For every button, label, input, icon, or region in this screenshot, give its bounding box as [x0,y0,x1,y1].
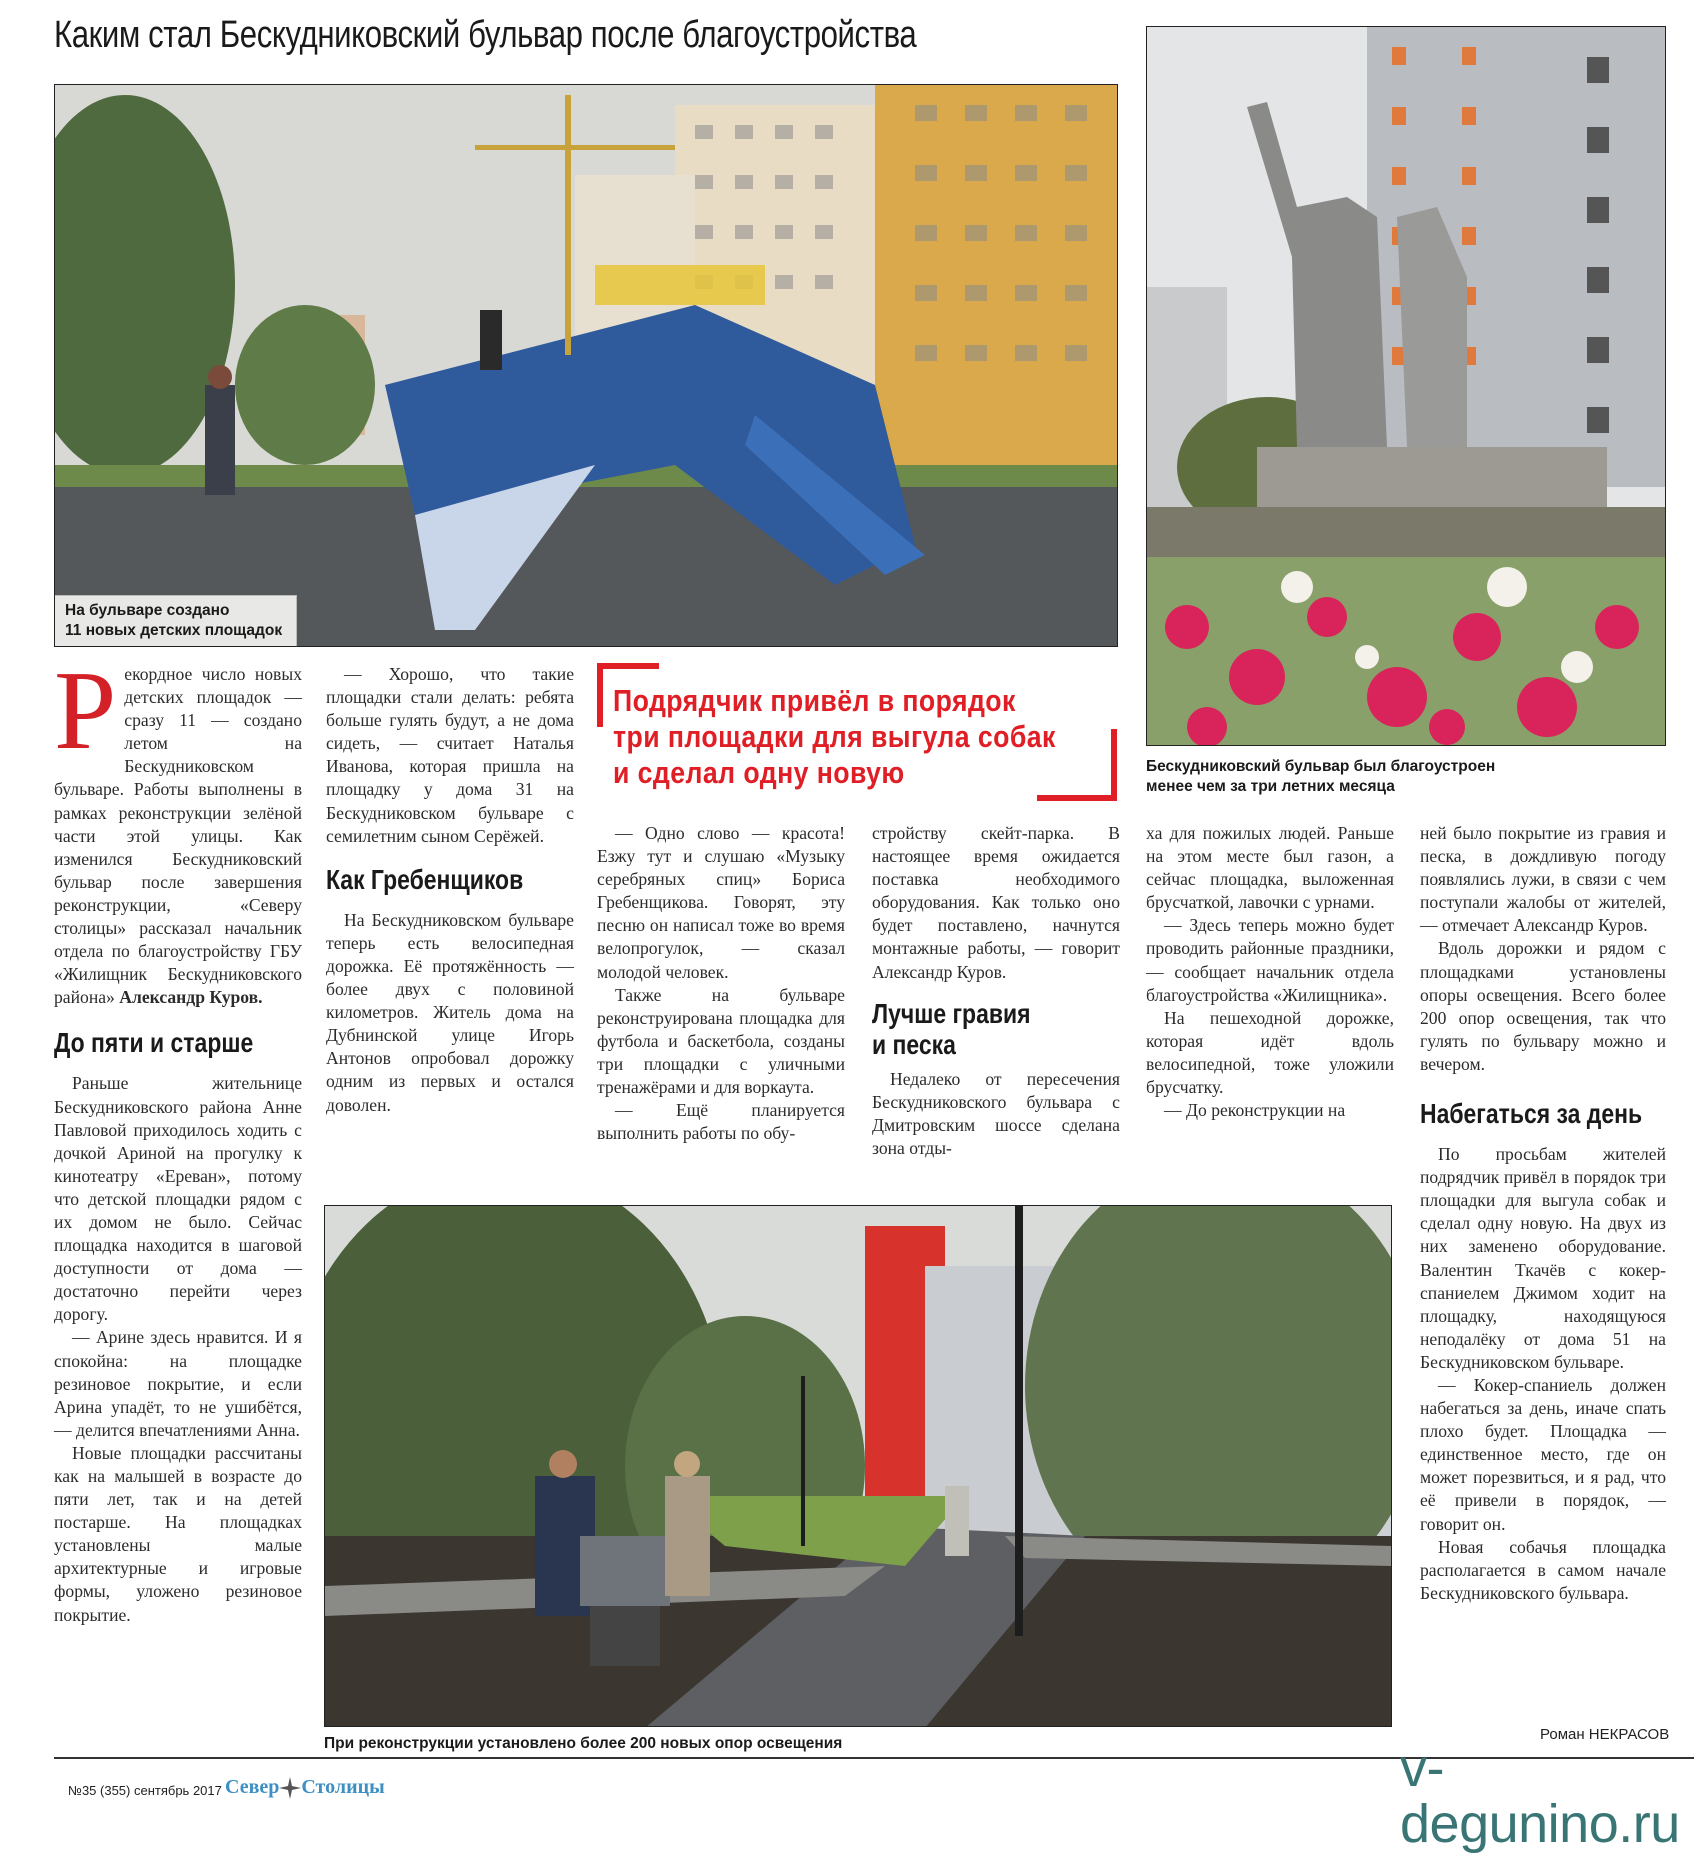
byline: Роман НЕКРАСОВ [1540,1726,1670,1743]
paragraph: — Ещё планируется выполнить работы по обу- [597,1100,845,1144]
column-2 [326,663,574,1117]
pull-quote-line-1: Подрядчик привёл в порядок [613,683,1016,718]
playground-photo [54,84,1118,647]
section-heading-3 [872,998,1075,1060]
heading-line-1: Лучше гравия [872,997,1031,1029]
paragraph: Недалеко от пересечения Бескудниковского бульвара с Дмитровским шоссе сделана зона отды- [872,1068,1120,1158]
pull-quote-corner-top-left-vertical [597,663,603,727]
paragraph: стройству скейт-парка. В настоящее время ожидается поставка необходимого оборудования. Как только оно будет поставлено, начнутся монтажные работы, — говорит Александр Куров. [872,823,1120,982]
paragraph: — Здесь теперь можно будет проводить районные праздники, — сообщает начальник отдела благоустройства «Жилищника». [1146,915,1394,1005]
section-heading-2: Как Гребенщиков [326,863,524,895]
paragraph: ха для пожилых людей. Раньше на этом месте был газон, а сейчас площадка, выложенная брусчаткой, лавочки с урнами. [1146,823,1394,913]
newspaper-logo [225,1776,385,1799]
column-3 [597,822,845,1192]
logo-left: Север [225,1776,280,1798]
playground-illustration [55,85,1118,647]
paragraph: — Арине здесь нравится. И я спокойна: на площадке резиновое покрытие, и если Арина упадёт, то не ушибётся, — делится впечатлениями Анна. [54,1327,302,1440]
column-4 [872,822,1120,1192]
pull-quote-corner-bottom-right [1037,795,1117,801]
alley-illustration [325,1206,1392,1727]
pull-quote-line-2: три площадки для выгула собак [613,719,1056,754]
pull-quote-corner-bottom-right-vertical [1111,729,1117,801]
pull-quote-line-3: и сделал одну новую [613,755,905,790]
pull-quote-corner-top-left [597,663,659,669]
column-6 [1420,822,1666,1605]
site-watermark: v-degunino.ru [1400,1738,1680,1854]
section-heading-1: До пяти и старше [54,1027,254,1059]
paragraph: По просьбам жителей подрядчик привёл в порядок три площадки для выгула собак и сделал одну новую. На двух из них заменено оборудование. Валентин Ткачёв с кокер-спаниелем Джимом ходит на площадку, находящуюся неподалёку от дома 51 на Бескудниковском бульваре. [1420,1144,1666,1372]
paragraph: Также на бульваре реконструирована площадка для футбола и баскетбола, созданы три площадки с уличными тренажёрами и для воркаута. [597,984,845,1098]
section-heading-4: Набегаться за день [1420,1098,1643,1130]
paragraph: ней было покрытие из гравия и песка, в дождливую погоду появлялись лужи, в связи с чем поступали жалобы от жителей, — отмечает Александр Куров. [1420,823,1666,936]
pull-quote [597,663,1117,801]
lead-name: Александр Куров. [119,987,263,1008]
caption-line-2: менее чем за три летних месяца [1146,778,1395,795]
pull-quote-text [613,683,1056,791]
paragraph: Раньше жительнице Бескудниковского района Анне Павловой приходилось ходить с дочкой Ариной на прогулку к кинотеатру «Ереван», потому что детской площадки рядом с их домом не было. Сейчас площадка находится в шаговой доступности от дома — достаточно перейти через дорогу. [54,1073,302,1325]
paragraph: — Кокер-спаниель должен набегаться за день, иначе спать плохо будет. Площадка — единственное место, где он может порезвиться, и я рад, что её привели в порядок, — говорит он. [1420,1374,1666,1534]
monument-illustration [1147,27,1666,746]
column-1 [54,649,302,1627]
paragraph: — До реконструкции на [1164,1100,1346,1121]
monument-photo [1146,26,1666,746]
caption-line-2: 11 новых детских площадок [65,622,283,639]
paragraph: На Бескудниковском бульваре теперь есть велосипедная дорожка. Её протяжённость — более двух с половиной километров. Житель дома на Дубнинской улице Игорь Антонов опробовал дорожку одним из первых и остался доволен. [326,909,574,1115]
paragraph: Новая собачья площадка располагается в самом начале Бескудниковского бульвара. [1420,1536,1666,1603]
paragraph: На пешеходной дорожке, которая идёт вдоль велосипедной, тоже уложили брусчатку. [1146,1007,1394,1098]
caption-line-1: Бескудниковский бульвар был благоустроен [1146,758,1496,775]
lead-paragraph [54,649,302,1009]
drop-cap: Р [54,649,117,773]
caption-line-1: На бульваре создано [65,602,230,619]
paragraph: — Хорошо, что такие площадки стали делать: ребята больше гулять будут, а не дома сидеть, — считает Наталья Иванова, которая пришла на площадку у дома 31 на Бескудниковском бульваре с семилетним сыном Серёжей. [326,664,574,846]
headline: Каким стал Бескудниковский бульвар после благоустройства [54,14,917,56]
paragraph: — Одно слово — красота! Езжу тут и слушаю «Музыку серебряных спиц» Бориса Гребенщикова. Говорят, эту песню он написал тоже во время велопрогулок, — сказал молодой человек. [597,823,845,982]
column-5 [1146,822,1394,1192]
monument-photo-caption [1146,757,1495,797]
paragraph: Вдоль дорожки и рядом с площадками установлены опоры освещения. Всего более 200 опор освещения, так что гулять по бульвару можно и вечером. [1420,938,1666,1074]
heading-line-2: и песка [872,1028,956,1060]
compass-rose-icon [279,1777,301,1799]
playground-photo-caption [55,595,297,646]
lead-text: екордное число новых детских площадок — сразу 11 — создано летом на Бескудниковском бульваре. Работы выполнены в рамках реконструкции зелёной части этой улицы. Как изменился Бескудниковский бульвар после завершения реконструкции, «Северу столицы» рассказал начальник отдела по благоустройству ГБУ «Жилищник Бескудниковского района» [54,664,302,1008]
alley-photo-caption: При реконструкции установлено более 200 новых опор освещения [324,1735,843,1752]
alley-photo [324,1205,1392,1727]
paragraph: Новые площадки рассчитаны как на малышей в возрасте до пяти лет, так и на детей постарше. На площадках установлены малые архитектурные и игровые формы, уложено резиновое покрытие. [54,1442,302,1625]
issue-info: №35 (355) сентябрь 2017 [68,1783,222,1798]
logo-right: Столицы [301,1776,385,1798]
